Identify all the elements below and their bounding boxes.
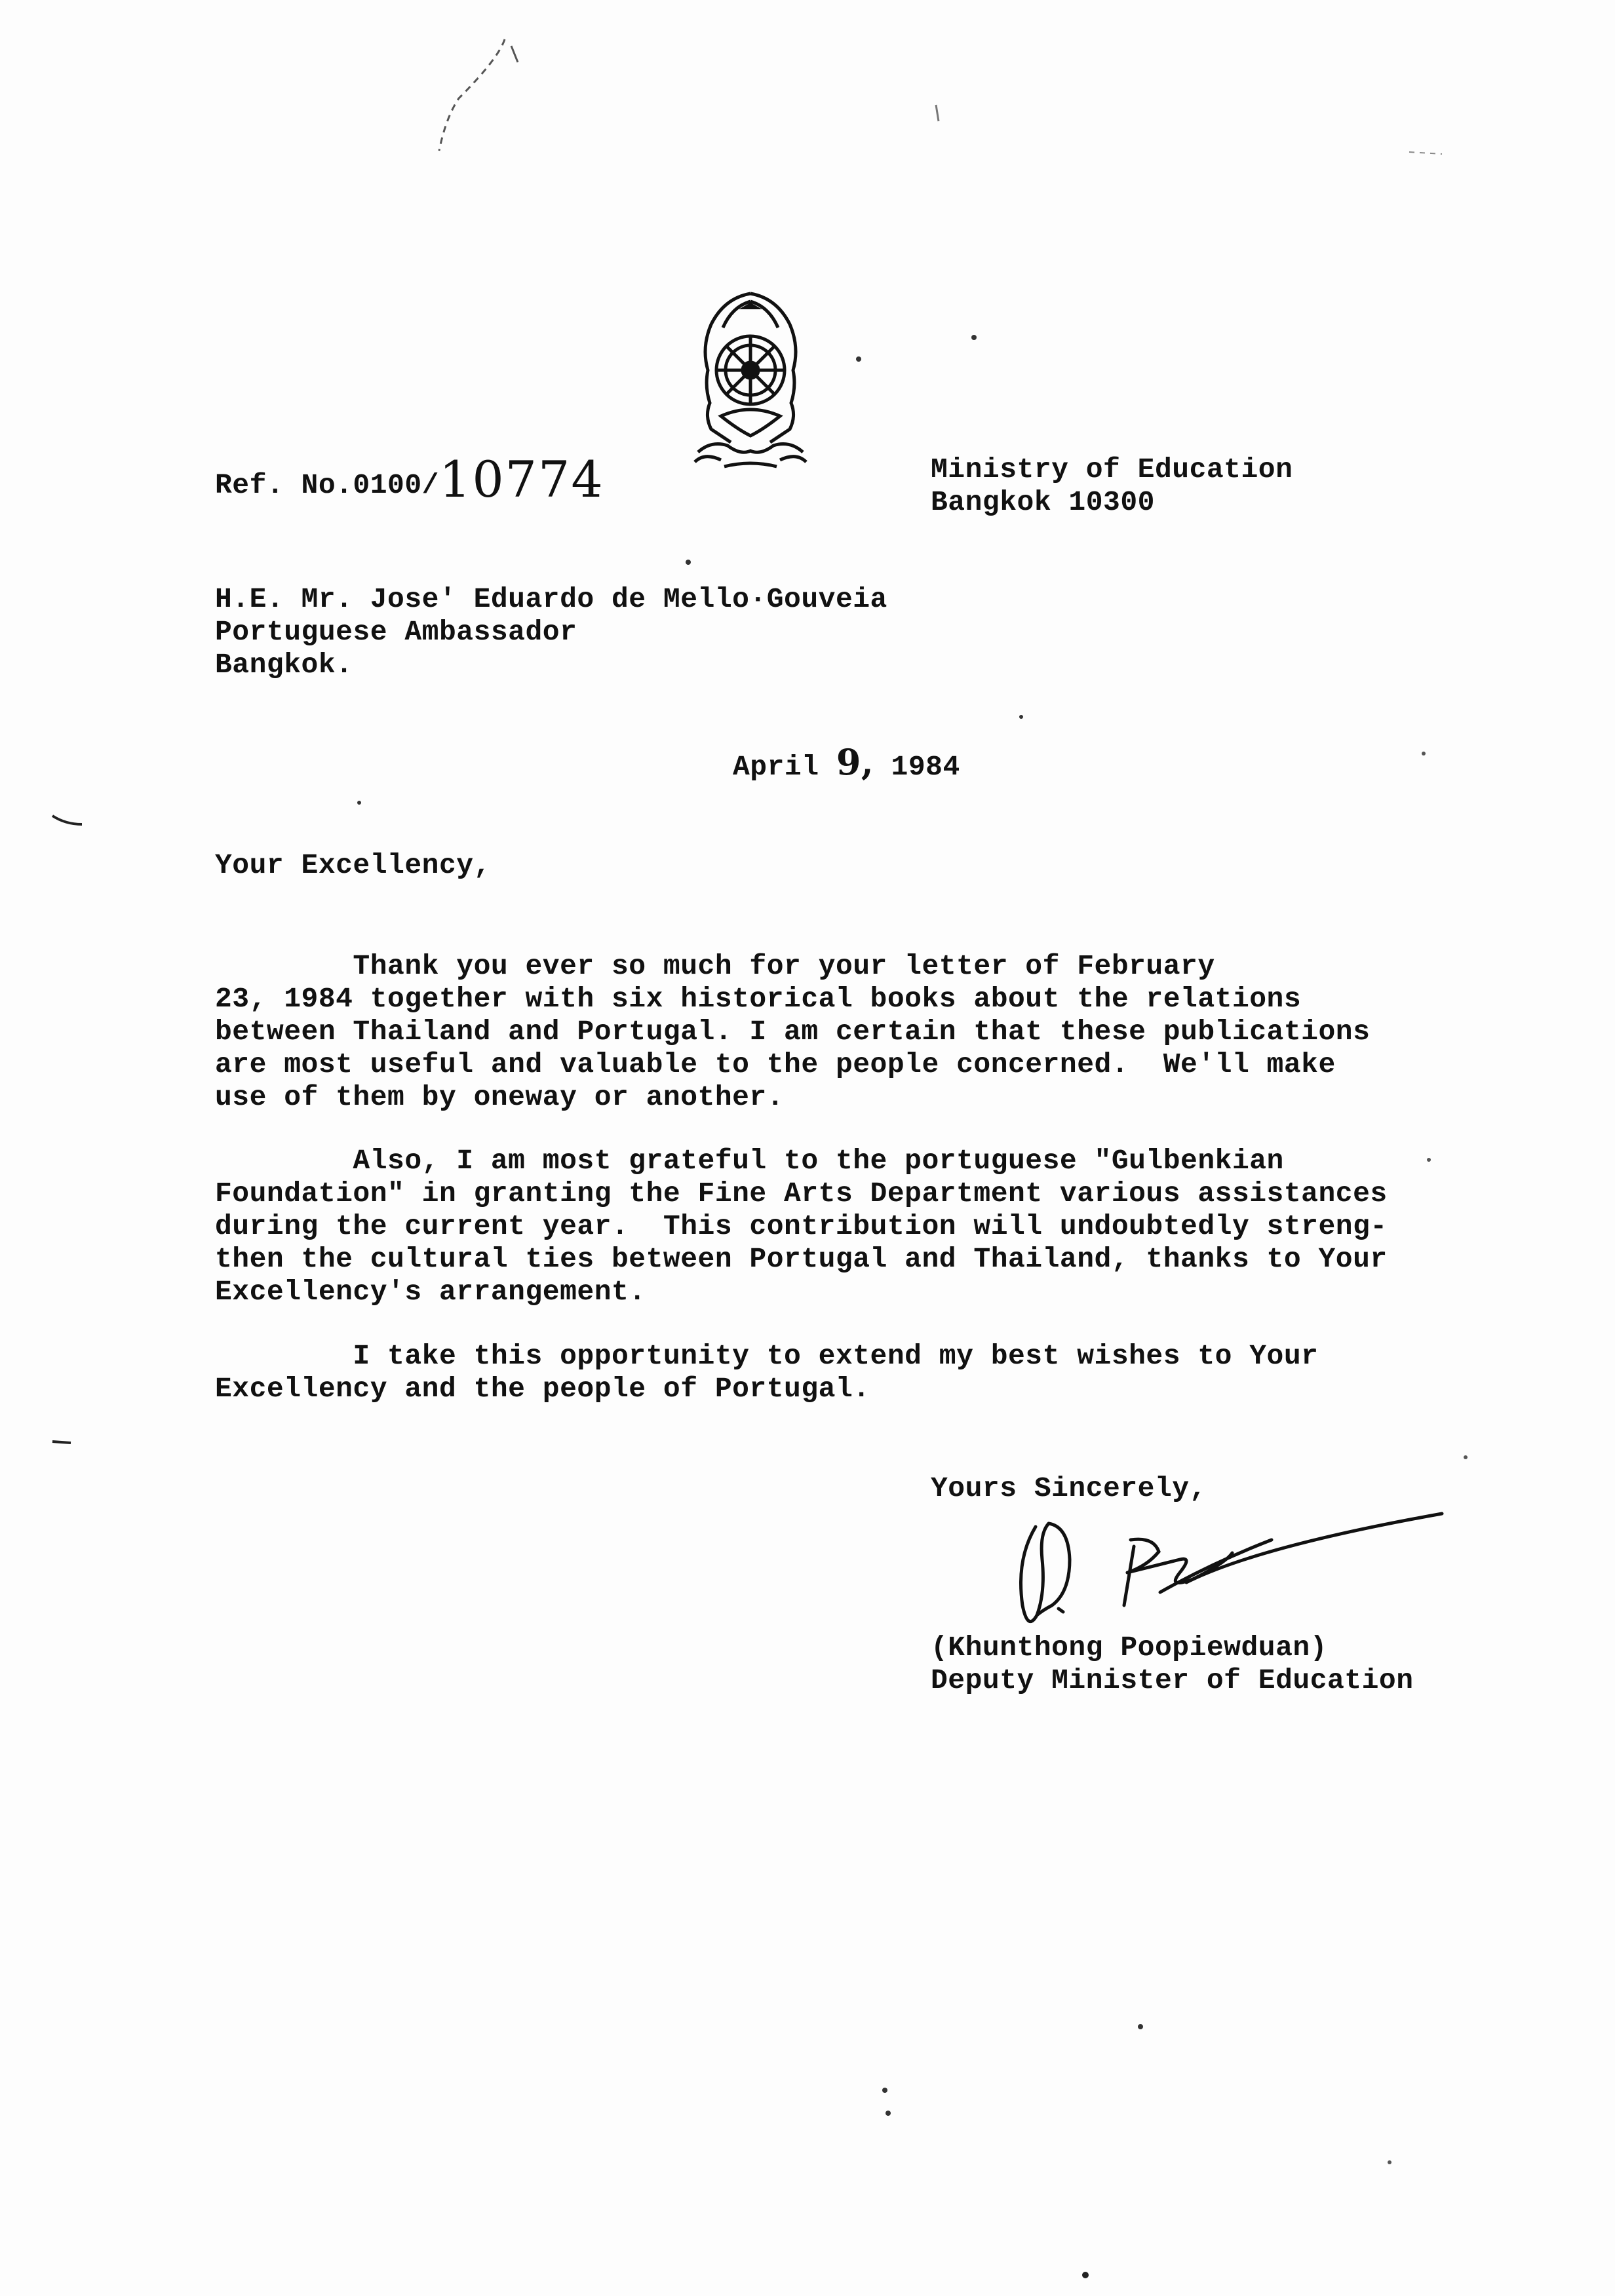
date-day: 9, [836, 741, 874, 783]
body-line: during the current year. This contribution will undoubtedly streng- [215, 1210, 1388, 1242]
reference-number [215, 450, 604, 508]
body-line: use of them by oneway or another. [215, 1081, 785, 1113]
signer-block [931, 1632, 1414, 1697]
ministry-name: Ministry of Education [931, 453, 1293, 486]
body-paragraph-3 [215, 1340, 1447, 1406]
recipient-name: H.E. Mr. Jose' Eduardo de Mello·Gouveia [215, 583, 887, 615]
body-line: between Thailand and Portugal. I am certain that these publications [215, 1016, 1371, 1048]
reference-label: Ref. No.0100/ [215, 469, 439, 501]
body-line: Also, I am most grateful to the portuguese "Gulbenkian [215, 1145, 1284, 1177]
letter-date [733, 741, 960, 784]
sender-address [931, 453, 1293, 519]
body-line: Thank you ever so much for your letter of February [215, 950, 1215, 982]
recipient-address [215, 583, 887, 681]
signer-name: (Khunthong Poopiewduan) [931, 1632, 1327, 1664]
body-paragraph-2 [215, 1145, 1447, 1309]
body-line: 23, 1984 together with six historical books about the relations [215, 983, 1302, 1015]
body-line: then the cultural ties between Portugal and Thailand, thanks to Your [215, 1243, 1388, 1275]
reference-number-value: 10774 [438, 450, 604, 508]
body-line: Foundation" in granting the Fine Arts Department various assistances [215, 1177, 1388, 1210]
signer-title: Deputy Minister of Education [931, 1664, 1414, 1696]
date-month: April [733, 751, 819, 783]
recipient-city: Bangkok. [215, 649, 353, 681]
ministry-emblem-icon [685, 288, 816, 478]
body-paragraph-1 [215, 950, 1447, 1114]
body-line: I take this opportunity to extend my best wishes to Your [215, 1340, 1319, 1372]
recipient-title: Portuguese Ambassador [215, 616, 577, 648]
handwritten-signature [996, 1501, 1455, 1645]
closing: Yours Sincerely, [931, 1472, 1207, 1504]
ministry-city: Bangkok 10300 [931, 486, 1155, 518]
body-line: Excellency's arrangement. [215, 1276, 646, 1308]
date-year: 1984 [891, 751, 960, 783]
body-line: are most useful and valuable to the people concerned. We'll make [215, 1048, 1336, 1081]
salutation: Your Excellency, [215, 849, 491, 881]
body-line: Excellency and the people of Portugal. [215, 1373, 870, 1405]
